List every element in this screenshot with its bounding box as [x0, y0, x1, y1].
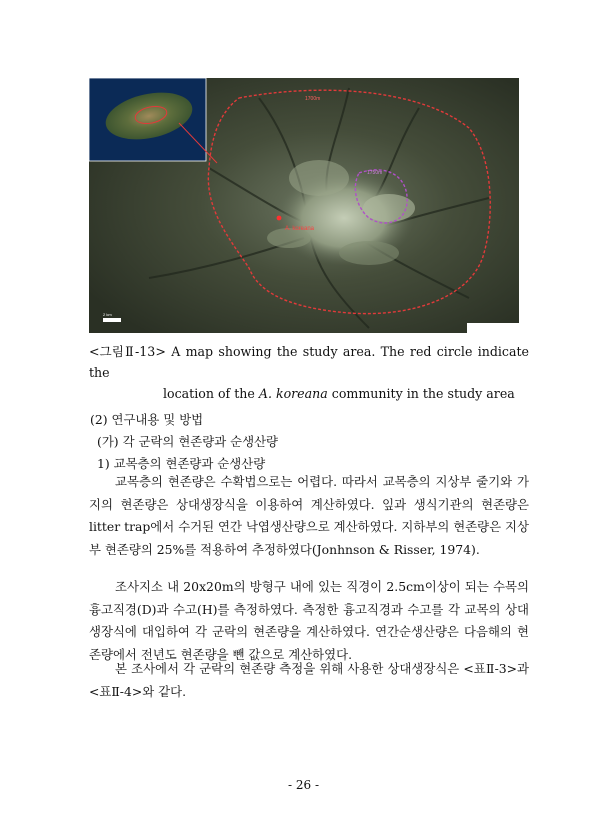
- page-number: - 26 -: [287, 778, 319, 792]
- paragraph-2: [89, 576, 529, 666]
- heading-methods: (2) 연구내용 및 방법: [90, 412, 204, 427]
- caption-text-2a: location of the: [163, 386, 259, 401]
- terrain-patch: [339, 241, 399, 265]
- paragraph-1-text: 교목층의 현존량은 수확법으로는 어렵다. 따라서 교목층의 지상부 줄기와 가지의 현존량은 상대생장식을 이용하여 계산하였다. 잎과 생식기관의 현존량은 litter trap에서 수거된 연간 낙엽생산량으로 계산하였다. 지하부의 현존량은 지상부 현존량의 25%를 적용하여 추정하였다(Jonhnson & Risser, 1974).: [89, 474, 529, 557]
- terrain-patch: [289, 160, 349, 196]
- paragraph-2-text: 조사지소 내 20x20m의 방형구 내에 있는 직경이 2.5cm이상이 되는 수목의 흉고직경(D)과 수고(H)를 측정하였다. 측정한 흉고직경과 수고를 각 교목의 상대생장식에 대입하여 각 군락의 현존량을 계산하였다. 연간순생산량은 다음해의 현존량에서 전년도 현존량을 뺀 값으로 계산하였다.: [89, 579, 529, 662]
- scale-label: 2 km: [103, 312, 112, 317]
- caption-line-1: [89, 341, 529, 383]
- inset-island-map: [89, 78, 206, 161]
- caption-text-1: A map showing the study area. The red circle indicate the: [89, 344, 529, 380]
- site-label: A. koreana: [285, 226, 315, 232]
- site-marker: [277, 216, 282, 221]
- scale-bar: [103, 318, 121, 322]
- caption-label: <그림Ⅱ-13>: [89, 344, 166, 359]
- study-area-map-figure: [89, 78, 519, 333]
- caption-text-2b: community in the study area: [327, 386, 515, 401]
- paragraph-3: [89, 658, 529, 703]
- heading-tree-layer: 1) 교목층의 현존량과 순생산량: [97, 456, 266, 471]
- elevation-label-right: 1750m: [367, 170, 383, 176]
- figure-caption: [89, 341, 529, 404]
- terrain-patch: [363, 194, 415, 222]
- paragraph-3-text: 본 조사에서 각 군락의 현존량 측정을 위해 사용한 상대생장식은 <표Ⅱ-3>과 <표Ⅱ-4>와 같다.: [89, 661, 529, 699]
- caption-line-2: [89, 383, 529, 404]
- heading-biomass-production: (가) 각 군락의 현존량과 순생산량: [97, 434, 279, 449]
- elevation-label-top: 1700m: [305, 96, 321, 102]
- caption-species-name: A. koreana: [258, 386, 328, 401]
- paragraph-1: [89, 471, 529, 561]
- satellite-map: [89, 78, 519, 333]
- figure-corner: [467, 323, 519, 333]
